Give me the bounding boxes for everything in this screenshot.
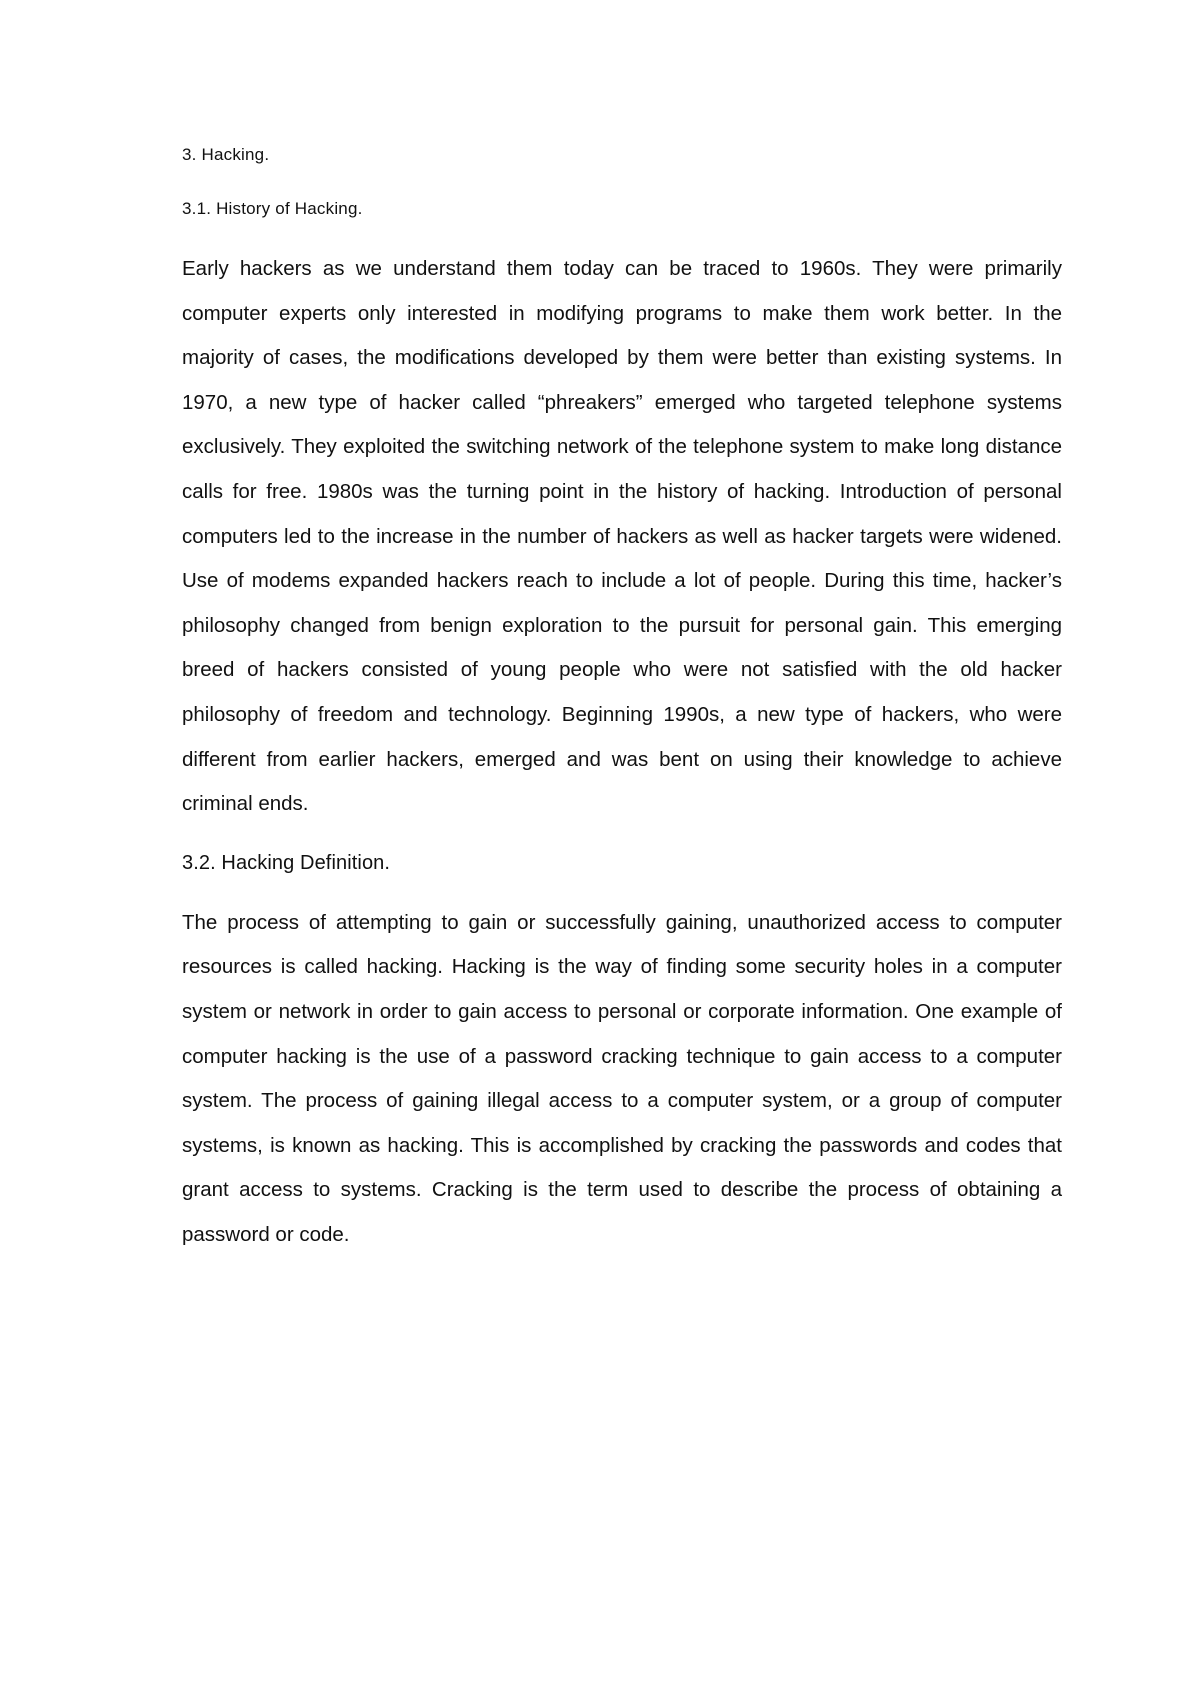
definition-paragraph: The process of attempting to gain or successfully gaining, unauthorized access to computer resources is called hacking. Hacking is the way of finding some security holes in a computer system or network in order to gain access to personal or corporate information. One example of computer hacking is the use of a password cracking technique to gain access to a computer system. The process of gaining illegal access to a computer system, or a group of computer systems, is known as hacking. This is accomplished by cracking the passwords and codes that grant access to systems. Cracking is the term used to describe the process of obtaining a password or code. <box>182 910 1062 1246</box>
document-body <box>182 143 1062 1257</box>
definition-heading: 3.2. Hacking Definition. <box>182 851 391 874</box>
history-paragraph: Early hackers as we understand them today can be traced to 1960s. They were primarily computer experts only interested in modifying programs to make them work better. In the majority of cases, the modifications developed by them were better than existing systems. In 1970, a new type of hacker called “phreakers” emerged who targeted telephone systems exclusively. They exploited the switching network of the telephone system to make long distance calls for free. 1980s was the turning point in the history of hacking. Introduction of personal computers led to the increase in the number of hackers as well as hacker targets were widened. Use of modems expanded hackers reach to include a lot of people. During this time, hacker’s philosophy changed from benign exploration to the pursuit for personal gain. This emerging breed of hackers consisted of young people who were not satisfied with the old hacker philosophy of freedom and technology. Beginning 1990s, a new type of hackers, who were different from earlier hackers, emerged and was bent on using their knowledge to achieve criminal ends. <box>182 257 1062 816</box>
section-heading: 3. Hacking. <box>182 145 270 164</box>
history-heading: 3.1. History of Hacking. <box>182 199 363 218</box>
